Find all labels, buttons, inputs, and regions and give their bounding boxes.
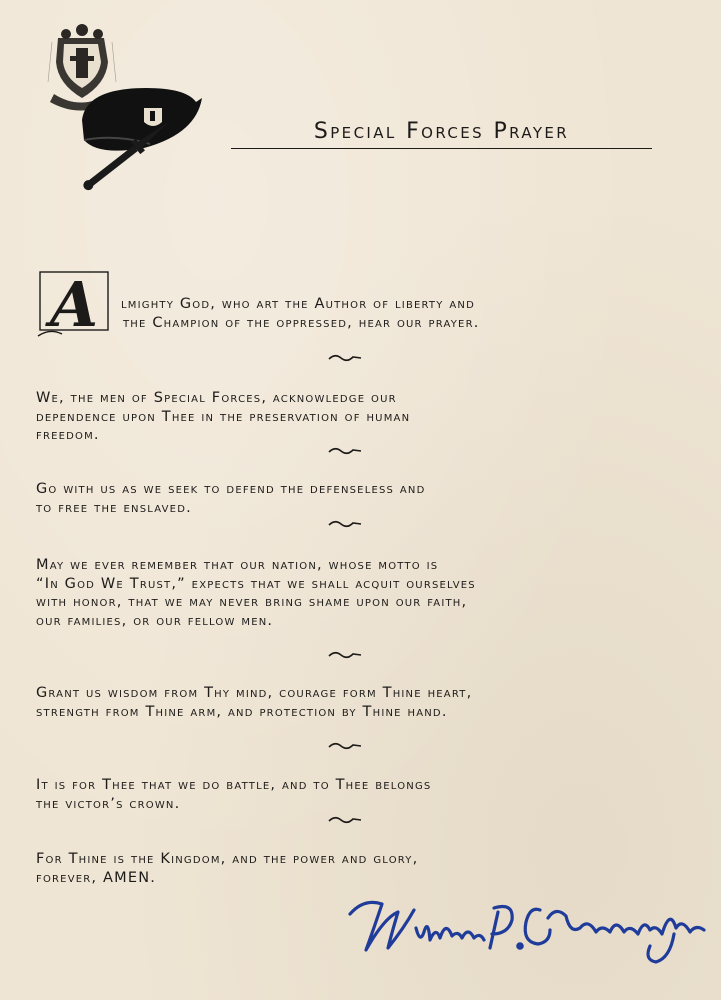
prayer-paragraph-1	[121, 295, 656, 332]
prayer-paragraph-3	[36, 480, 656, 517]
prayer-line: the Champion of the oppressed, hear our prayer.	[123, 314, 480, 331]
prayer-line: May we ever remember that our nation, whose motto is	[36, 557, 439, 573]
prayer-paragraph-6	[36, 776, 656, 813]
special-forces-emblem-icon	[46, 22, 206, 194]
ornament-divider-icon	[327, 517, 363, 531]
prayer-paragraph-4	[36, 556, 656, 630]
prayer-line: It is for Thee that we do battle, and to Thee belongs	[36, 777, 432, 793]
prayer-line: freedom.	[36, 427, 100, 443]
drop-cap-initial	[36, 268, 114, 338]
prayer-paragraph-2	[36, 389, 656, 445]
page-title: Special Forces Prayer	[231, 119, 652, 149]
prayer-paragraph-5	[36, 684, 656, 721]
drop-cap-letter: A	[50, 268, 99, 338]
prayer-line: forever, AMEN.	[36, 869, 157, 886]
ornament-divider-icon	[327, 648, 363, 662]
prayer-line: the victor’s crown.	[36, 795, 181, 812]
ornament-divider-icon	[327, 739, 363, 753]
prayer-line: to free the enslaved.	[36, 499, 192, 516]
prayer-line: lmighty God, who art the Author of liberty and	[121, 296, 475, 312]
prayer-line: Grant us wisdom from Thy mind, courage form Thine heart,	[36, 685, 473, 701]
prayer-line: We, the men of Special Forces, acknowledge our	[36, 390, 397, 406]
prayer-line: our families, or our fellow men.	[36, 612, 274, 629]
prayer-paragraph-7	[36, 850, 656, 887]
prayer-line: dependence upon Thee in the preservation of human	[36, 408, 411, 425]
prayer-line: For Thine is the Kingdom, and the power and glory,	[36, 851, 419, 867]
prayer-line: with honor, that we may never bring shame upon our faith,	[36, 594, 468, 610]
prayer-line: strength from Thine arm, and protection by Thine hand.	[36, 703, 448, 720]
prayer-line: Go with us as we seek to defend the defenseless and	[36, 481, 426, 497]
ornament-divider-icon	[327, 351, 363, 365]
prayer-line: “In God We Trust,” expects that we shall acquit ourselves	[36, 575, 476, 592]
signature	[344, 888, 712, 970]
ornament-divider-icon	[327, 813, 363, 827]
ornament-divider-icon	[327, 444, 363, 458]
